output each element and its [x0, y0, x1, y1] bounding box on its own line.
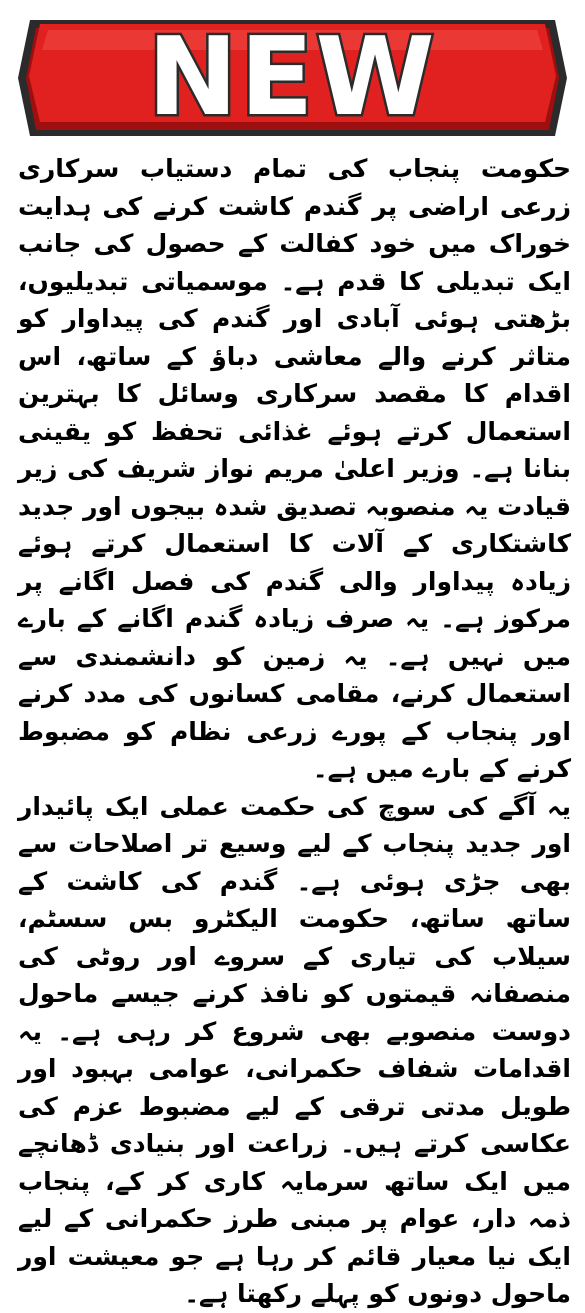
new-banner [0, 0, 585, 148]
new-banner-graphic [0, 0, 585, 148]
new-label: NEW [147, 15, 437, 140]
article-body [18, 150, 571, 1313]
article-paragraph: یہ آگے کی سوچ کی حکمت عملی ایک پائیدار اور جدید پنجاب کے لیے وسیع تر اصلاحات سے بھی جڑی ہوئی ہے۔ گندم کی کاشت کے ساتھ ساتھ، حکومت الیکٹرو بس سسٹم، سیلاب کی تیاری کے سروے اور روٹی کی منصفانہ قیمتوں کو نافذ کرنے جیسے ماحول دوست منصوبے بھی شروع کر رہی ہے۔ یہ اقدامات شفاف حکمرانی، عوامی بہبود اور طویل مدتی ترقی کے لیے مضبوط عزم کی عکاسی کرتے ہیں۔ زراعت اور بنیادی ڈھانچے میں ایک ساتھ سرمایہ کاری کر کے، پنجاب ذمہ دار، عوام پر مبنی طرز حکمرانی کے لیے ایک نیا معیار قائم کر رہا ہے جو معیشت اور ماحول دونوں کو پہلے رکھتا ہے۔ [18, 791, 571, 1308]
article-paragraph: حکومت پنجاب کی تمام دستیاب سرکاری زرعی اراضی پر گندم کاشت کرنے کی ہدایت خوراک میں خود کفالت کے حصول کی جانب ایک تبدیلی کا قدم ہے۔ موسمیاتی تبدیلیوں، بڑھتی ہوئی آبادی اور گندم کی پیداوار کو متاثر کرنے والے معاشی دباؤ کے ساتھ، اس اقدام کا مقصد سرکاری وسائل کا بہترین استعمال کرتے ہوئے غذائی تحفظ کو یقینی بنانا ہے۔ وزیر اعلیٰ مریم نواز شریف کی زیر قیادت یہ منصوبہ تصدیق شدہ بیجوں اور جدید کاشتکاری کے آلات کا استعمال کرتے ہوئے زیادہ پیداوار والی گندم کی فصل اگانے پر مرکوز ہے۔ یہ صرف زیادہ گندم اگانے کے بارے میں نہیں ہے۔ یہ زمین کو دانشمندی سے استعمال کرنے، مقامی کسانوں کی مدد کرنے اور پنجاب کے پورے زرعی نظام کو مضبوط کرنے کے بارے میں ہے۔ [18, 154, 571, 783]
